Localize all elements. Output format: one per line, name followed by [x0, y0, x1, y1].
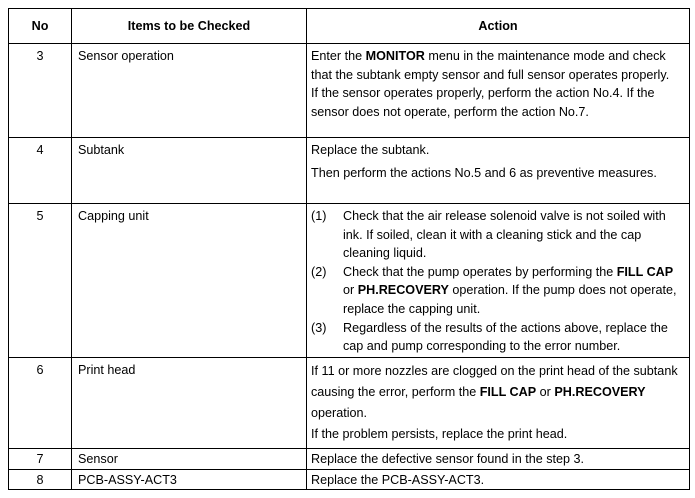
row-action — [307, 138, 690, 204]
row-no: 3 — [9, 44, 72, 138]
list-item: (1) Check that the air release solenoid valve is not soiled with ink. If soiled, clean it with a cleaning stick and the cap cleaning liquid. — [311, 209, 666, 261]
action-list — [311, 207, 685, 356]
table-row — [9, 469, 690, 490]
table-row — [9, 138, 690, 204]
row-item: Sensor — [72, 449, 307, 470]
action-paragraph: Enter the MONITOR menu in the maintenance mode and check that the subtank empty sensor and full sensor operates properly. — [311, 49, 670, 82]
table-row — [9, 204, 690, 358]
row-item: Subtank — [72, 138, 307, 204]
action-paragraph: If the problem persists, replace the print head. — [311, 427, 568, 441]
row-no: 4 — [9, 138, 72, 204]
row-action: Replace the defective sensor found in the step 3. — [307, 449, 690, 470]
list-item: (3) Regardless of the results of the actions above, replace the cap and pump corresponding to the error number. — [311, 320, 668, 354]
row-item: PCB-ASSY-ACT3 — [72, 469, 307, 490]
table-row — [9, 358, 690, 449]
row-action: Replace the PCB-ASSY-ACT3. — [307, 469, 690, 490]
row-item: Print head — [72, 358, 307, 449]
action-paragraph: Then perform the actions No.5 and 6 as preventive measures. — [311, 165, 657, 180]
action-paragraph: If the sensor operates properly, perform the action No.4. If the sensor does not operate, perform the action No.7. — [311, 86, 655, 119]
header-row — [9, 9, 690, 44]
row-no: 5 — [9, 204, 72, 358]
row-item: Capping unit — [72, 204, 307, 358]
header-items: Items to be Checked — [72, 9, 307, 44]
troubleshooting-table — [8, 8, 690, 490]
row-action — [307, 358, 690, 449]
action-paragraph: If 11 or more nozzles are clogged on the print head of the subtank causing the error, perform the FILL CAP or PH.RECOVERY operation. — [311, 364, 678, 420]
row-action — [307, 44, 690, 138]
table-row — [9, 44, 690, 138]
row-no: 8 — [9, 469, 72, 490]
action-paragraph: Replace the subtank. — [311, 143, 430, 157]
row-item: Sensor operation — [72, 44, 307, 138]
list-item: (2) Check that the pump operates by performing the FILL CAP or PH.RECOVERY operation. If the pump does not operate, replace the capping unit. — [311, 264, 677, 316]
row-action — [307, 204, 690, 358]
header-action: Action — [307, 9, 690, 44]
row-no: 6 — [9, 358, 72, 449]
header-no: No — [9, 9, 72, 44]
table-row — [9, 449, 690, 470]
row-no: 7 — [9, 449, 72, 470]
